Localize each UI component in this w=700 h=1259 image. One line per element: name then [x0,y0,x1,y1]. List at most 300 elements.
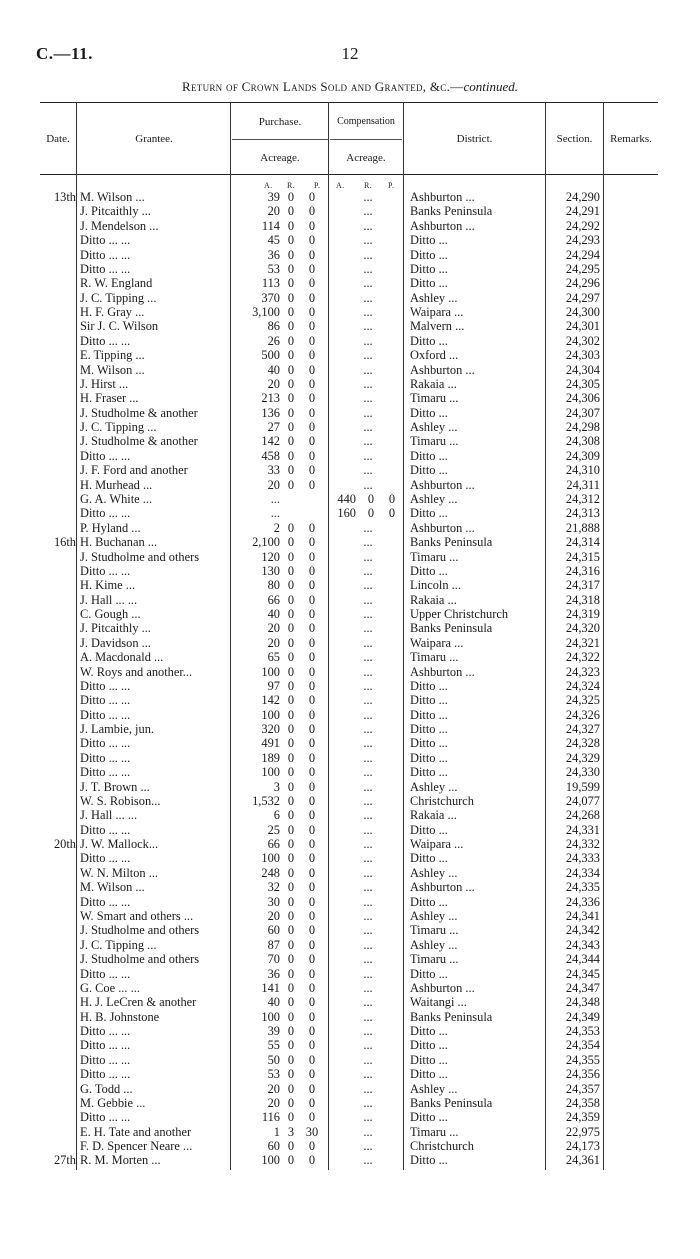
row-district: Rakaia ... [410,376,457,391]
table-row [0,578,700,592]
table-row [0,923,700,937]
row-section: 24,328 [565,736,600,751]
row-purchase-acres: 39 [267,1024,280,1039]
row-district: Ditto ... [410,1067,448,1082]
row-compensation-acres: 160 [337,506,356,521]
table-row [0,478,700,492]
table-row [0,1053,700,1067]
row-purchase-perches: 0 [308,909,316,923]
row-purchase-perches: 0 [308,578,316,593]
table-row [0,291,700,305]
table-row [0,837,700,851]
row-purchase-roods: 0 [287,765,295,780]
row-section: 24,341 [565,909,600,923]
row-grantee: Ditto ... ... [80,678,131,693]
row-section: 24,332 [565,837,600,852]
table-row [0,492,700,506]
row-purchase-perches: 0 [308,995,316,1010]
row-purchase-roods: 0 [287,477,295,492]
table-row [0,434,700,448]
table-row [0,650,700,664]
row-grantee: A. Macdonald ... [80,650,164,665]
row-grantee: Ditto ... ... [80,1052,131,1067]
row-grantee: Ditto ... ... [80,448,131,463]
row-purchase-roods: 0 [287,463,295,478]
row-section: 24,329 [565,750,600,765]
row-section: 24,356 [565,1067,600,1082]
row-compensation: ... [363,736,373,751]
table-row [0,1125,700,1139]
row-compensation: ... [363,305,373,320]
row-purchase-acres: 87 [267,937,280,952]
row-purchase-perches: 0 [308,376,316,391]
row-purchase-acres: 20 [267,621,280,636]
row-grantee: Ditto ... ... [80,333,131,348]
row-grantee: J. Davidson ... [80,635,151,650]
row-section: 19,599 [565,779,600,794]
row-section: 24,323 [565,664,600,679]
row-grantee: Ditto ... ... [80,247,131,262]
row-purchase-roods: 0 [287,549,295,564]
row-section: 24,309 [565,448,600,463]
table-row [0,204,700,218]
table-row [0,305,700,319]
row-district: Ditto ... [410,333,448,348]
row-section: 24,318 [565,592,600,607]
row-compensation: ... [363,276,373,291]
table-row [0,679,700,693]
row-grantee: R. W. England [80,276,153,291]
row-purchase-perches: 0 [308,1139,316,1154]
row-compensation: ... [363,750,373,765]
row-compensation: ... [363,650,373,665]
page-identifier: C.—11. [36,44,93,63]
row-grantee: W. Smart and others ... [80,909,194,923]
row-purchase-acres: 36 [267,966,280,981]
row-purchase-roods: 0 [287,909,295,923]
table-row [0,1038,700,1052]
header-compensation-acreage: Acreage. [346,152,386,164]
table-title-main: Return of Crown Lands Sold and Granted, &c.— [182,79,464,94]
row-purchase-acres: 20 [267,635,280,650]
table-row [0,391,700,405]
row-purchase-acres: 66 [267,837,280,852]
row-district: Ditto ... [410,448,448,463]
row-district: Timaru ... [410,952,459,967]
row-purchase-acres: 20 [267,1081,280,1096]
row-district: Banks Peninsula [410,204,493,219]
row-compensation: ... [363,376,373,391]
row-purchase-roods: 3 [287,1124,295,1139]
row-compensation: ... [363,1153,373,1168]
row-grantee: H. Fraser ... [80,391,139,406]
row-section: 24,296 [565,276,600,291]
row-section: 24,327 [565,722,600,737]
row-purchase-acres: 130 [261,563,280,578]
table-row [0,708,700,722]
row-section: 24,312 [565,491,600,506]
unit-acres-compensation: A. [336,181,345,190]
row-purchase-acres: 50 [267,1052,280,1067]
row-section: 24,295 [565,261,600,276]
row-purchase-acres: 39 [267,190,280,204]
row-compensation: ... [363,477,373,492]
table-row [0,1067,700,1081]
row-grantee: J. C. Tipping ... [80,937,157,952]
row-district: Ditto ... [410,822,448,837]
row-district: Ashley ... [410,420,458,435]
row-section: 24,355 [565,1052,600,1067]
row-grantee: Ditto ... ... [80,693,131,708]
row-purchase-perches: 0 [308,448,316,463]
row-section: 24,315 [565,549,600,564]
table-row [0,981,700,995]
table-row [0,377,700,391]
row-purchase-perches: 0 [308,190,316,204]
row-district: Banks Peninsula [410,1009,493,1024]
row-purchase-perches: 0 [308,592,316,607]
row-section: 24,344 [565,952,600,967]
row-section: 24,357 [565,1081,600,1096]
row-purchase-roods: 0 [287,1067,295,1082]
row-grantee: G. Coe ... ... [80,980,140,995]
row-purchase-acres: 500 [261,348,280,363]
row-compensation: ... [363,333,373,348]
row-purchase-roods: 0 [287,865,295,880]
row-section: 24,308 [565,434,600,449]
row-compensation: ... [363,880,373,895]
row-compensation: ... [363,621,373,636]
row-grantee: Ditto ... ... [80,736,131,751]
row-grantee: J. Studholme & another [80,405,198,420]
row-purchase-roods: 0 [287,664,295,679]
row-district: Ashley ... [410,491,458,506]
row-section: 22,975 [565,1124,600,1139]
row-grantee: J. Studholme and others [80,923,200,938]
row-purchase-acres: 20 [267,477,280,492]
row-compensation: ... [363,909,373,923]
unit-roods-purchase: R. [287,181,296,190]
row-purchase-acres: 100 [261,765,280,780]
row-section: 24,297 [565,290,600,305]
table-row [0,880,700,894]
row-district: Ditto ... [410,1038,448,1053]
row-grantee: P. Hyland ... [80,520,141,535]
table-row [0,406,700,420]
row-grantee: J. Hirst ... [80,376,129,391]
row-grantee: J. W. Mallock... [80,837,159,852]
row-purchase-acres: 120 [261,549,280,564]
row-compensation-acres: 440 [337,491,356,506]
row-purchase-roods: 0 [287,319,295,334]
row-section: 24,319 [565,607,600,622]
row-purchase-acres: 136 [261,405,280,420]
row-purchase-perches: 0 [308,880,316,895]
row-purchase-roods: 0 [287,808,295,823]
row-purchase-perches: 0 [308,635,316,650]
row-purchase-perches: 0 [308,693,316,708]
row-purchase-acres: 27 [267,420,280,435]
row-purchase-acres: 1 [273,1124,280,1139]
row-district: Timaru ... [410,923,459,938]
row-purchase-roods: 0 [287,923,295,938]
row-purchase-roods: 0 [287,348,295,363]
row-purchase-roods: 0 [287,607,295,622]
row-section: 24,321 [565,635,600,650]
row-purchase-perches: 0 [308,980,316,995]
row-purchase-perches: 0 [308,549,316,564]
row-compensation: ... [363,678,373,693]
row-compensation: ... [363,693,373,708]
row-purchase-acres: 100 [261,707,280,722]
row-compensation: ... [363,722,373,737]
table-row [0,334,700,348]
row-section: 24,311 [566,477,600,492]
table-row [0,319,700,333]
unit-perches-purchase: P. [314,181,321,190]
header-section: Section. [556,133,593,145]
row-purchase-roods: 0 [287,1095,295,1110]
row-section: 24,334 [565,865,600,880]
row-section: 24,268 [565,808,600,823]
row-purchase-roods: 0 [287,305,295,320]
row-district: Ashley ... [410,865,458,880]
row-purchase-roods: 0 [287,535,295,550]
row-purchase-roods: 0 [287,391,295,406]
row-district: Ditto ... [410,247,448,262]
row-purchase-roods: 0 [287,1024,295,1039]
row-purchase-roods: 0 [287,376,295,391]
row-grantee: J. C. Tipping ... [80,290,157,305]
row-purchase-acres: 2,100 [252,535,280,550]
row-purchase-roods: 0 [287,678,295,693]
table-row [0,636,700,650]
row-purchase-acres: 100 [261,1153,280,1168]
row-district: Ditto ... [410,463,448,478]
row-district: Ditto ... [410,1153,448,1168]
row-purchase-acres: 100 [261,1009,280,1024]
row-purchase-perches: 0 [308,736,316,751]
row-purchase-acres: 1,532 [252,793,280,808]
row-purchase-roods: 0 [287,333,295,348]
row-district: Ashburton ... [410,362,475,377]
row-district: Timaru ... [410,1124,459,1139]
row-purchase-acres: 189 [261,750,280,765]
row-grantee: Ditto ... ... [80,1038,131,1053]
row-purchase-acres: 100 [261,664,280,679]
row-grantee: J. Studholme and others [80,952,200,967]
table-row [0,219,700,233]
row-compensation: ... [363,1095,373,1110]
row-compensation: ... [363,563,373,578]
row-grantee: J. Hall ... ... [80,592,138,607]
row-purchase-acres: 320 [261,722,280,737]
row-purchase-roods: 0 [287,880,295,895]
table-row [0,1153,700,1167]
row-purchase-perches: 0 [308,952,316,967]
row-purchase-perches: 0 [308,218,316,233]
row-purchase-perches: 0 [308,1153,316,1168]
row-purchase-perches: 0 [308,477,316,492]
row-grantee: R. M. Morten ... [80,1153,161,1168]
row-purchase-roods: 0 [287,261,295,276]
row-district: Ditto ... [410,678,448,693]
row-purchase-acres: 40 [267,995,280,1010]
row-purchase-perches: 0 [308,405,316,420]
row-grantee: Ditto ... ... [80,233,131,248]
table-row [0,967,700,981]
row-grantee: F. D. Spencer Neare ... [80,1139,193,1154]
table-row [0,348,700,362]
row-district: Ditto ... [410,765,448,780]
header-district: District. [456,133,493,145]
table-row [0,420,700,434]
row-section: 24,291 [565,204,600,219]
row-purchase-perches: 0 [308,233,316,248]
row-purchase-acres: 40 [267,362,280,377]
row-purchase-perches: 0 [308,678,316,693]
row-compensation-roods: 0 [367,491,375,506]
row-grantee: M. Wilson ... [80,362,145,377]
row-purchase-perches: 0 [308,1081,316,1096]
row-purchase-roods: 0 [287,290,295,305]
row-district: Ashburton ... [410,190,475,204]
row-purchase-roods: 0 [287,837,295,852]
row-purchase-roods: 0 [287,894,295,909]
row-grantee: C. Gough ... [80,607,141,622]
row-district: Ditto ... [410,261,448,276]
row-compensation: ... [363,434,373,449]
row-compensation-perches: 0 [388,491,396,506]
row-purchase-acres: 114 [261,218,280,233]
row-grantee: J. F. Ford and another [80,463,188,478]
row-purchase-acres: 20 [267,204,280,219]
row-grantee: E. Tipping ... [80,348,145,363]
row-purchase-acres: 66 [267,592,280,607]
row-purchase-perches: 0 [308,664,316,679]
table-row [0,736,700,750]
row-purchase-acres: 86 [267,319,280,334]
row-purchase-roods: 0 [287,448,295,463]
row-purchase-roods: 0 [287,1009,295,1024]
row-date: 13th [53,190,76,204]
row-compensation: ... [363,520,373,535]
row-purchase-roods: 0 [287,204,295,219]
row-purchase-roods: 0 [287,1153,295,1168]
row-compensation: ... [363,923,373,938]
row-purchase-perches: 0 [308,261,316,276]
row-district: Timaru ... [410,391,459,406]
row-compensation: ... [363,391,373,406]
row-grantee: H. F. Gray ... [80,305,145,320]
row-purchase-perches: 0 [308,793,316,808]
row-section: 24,331 [565,822,600,837]
row-district: Timaru ... [410,549,459,564]
row-compensation: ... [363,851,373,866]
row-purchase-perches: 0 [308,333,316,348]
row-district: Ditto ... [410,894,448,909]
row-purchase-roods: 0 [287,635,295,650]
row-district: Ashley ... [410,779,458,794]
row-compensation: ... [363,980,373,995]
row-section: 24,335 [565,880,600,895]
row-section: 24,330 [565,765,600,780]
row-purchase-perches: 0 [308,865,316,880]
row-district: Waipara ... [410,635,464,650]
row-purchase-perches: 0 [308,837,316,852]
row-purchase-acres: 65 [267,650,280,665]
row-compensation: ... [363,448,373,463]
row-purchase-acres: 80 [267,578,280,593]
row-section: 24,317 [565,578,600,593]
row-section: 24,300 [565,305,600,320]
table-row [0,722,700,736]
row-compensation: ... [363,592,373,607]
row-section: 24,326 [565,707,600,722]
row-grantee: Ditto ... ... [80,894,131,909]
row-purchase-perches: 0 [308,305,316,320]
row-compensation: ... [363,1009,373,1024]
table-row [0,535,700,549]
row-section: 24,294 [565,247,600,262]
table-row [0,550,700,564]
row-grantee: J. T. Brown ... [80,779,150,794]
row-purchase-roods: 0 [287,621,295,636]
row-compensation: ... [363,1124,373,1139]
row-grantee: J. Studholme & another [80,434,198,449]
row-purchase-roods: 0 [287,650,295,665]
row-grantee: Ditto ... ... [80,966,131,981]
row-purchase-acres: 20 [267,376,280,391]
row-purchase-roods: 0 [287,520,295,535]
row-purchase-acres: 141 [261,980,280,995]
row-purchase-acres: 248 [261,865,280,880]
table-row [0,276,700,290]
row-grantee: E. H. Tate and another [80,1124,192,1139]
row-compensation: ... [363,1038,373,1053]
row-purchase-acres: 142 [261,693,280,708]
row-purchase-acres: 60 [267,1139,280,1154]
table-row [0,995,700,1009]
row-purchase-acres: 55 [267,1038,280,1053]
row-grantee: Ditto ... ... [80,822,131,837]
row-district: Christchurch [410,793,475,808]
row-grantee: Ditto ... ... [80,1024,131,1039]
unit-perches-compensation: P. [388,181,395,190]
table-row [0,1010,700,1024]
row-purchase-acres: ... [270,491,280,506]
row-compensation: ... [363,261,373,276]
row-purchase-acres: 32 [267,880,280,895]
row-purchase-roods: 0 [287,937,295,952]
row-district: Ditto ... [410,506,448,521]
table-row [0,851,700,865]
row-district: Ditto ... [410,736,448,751]
row-purchase-roods: 0 [287,980,295,995]
row-purchase-perches: 0 [308,348,316,363]
row-district: Timaru ... [410,434,459,449]
row-purchase-roods: 0 [287,578,295,593]
row-purchase-perches: 0 [308,650,316,665]
row-purchase-perches: 0 [308,247,316,262]
row-compensation: ... [363,549,373,564]
row-section: 24,358 [565,1095,600,1110]
row-purchase-perches: 0 [308,707,316,722]
row-section: 24,307 [565,405,600,420]
row-purchase-perches: 0 [308,520,316,535]
table-row [0,751,700,765]
row-compensation-perches: 0 [388,506,396,521]
